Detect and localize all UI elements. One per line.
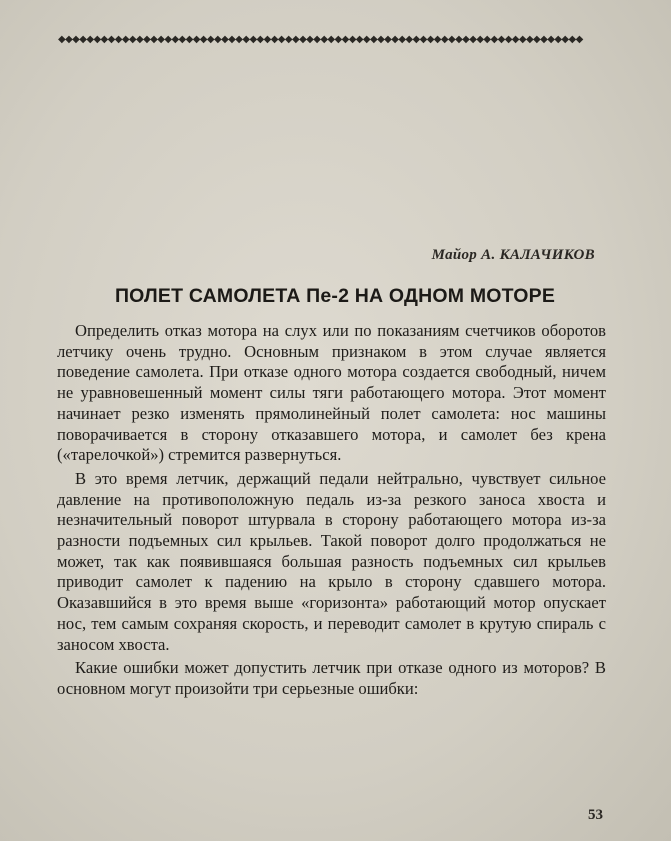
paragraph: Определить отказ мотора на слух или по показаниям счетчиков оборотов летчику очень трудно. Основным признаком в этом случае является поведение самолета. При отказе одного мотора создается свободный, ничем не уравновешенный момент силы тяги работающего мотора. Этот момент начинает резко изменять прямолинейный полет самолета: нос машины поворачивается в сторону отказавшего мотора, и самолет без крена («тарелочкой») стремится развернуться. [57, 321, 606, 465]
author-byline: Майор А. КАЛАЧИКОВ [431, 247, 595, 263]
paragraph: Какие ошибки может допустить летчик при отказе одного из моторов? В основном могут произойти три серьезные ошибки: [57, 658, 606, 698]
page-number: 53 [588, 807, 603, 823]
article-body [57, 321, 606, 700]
paragraph: В это время летчик, держащий педали нейтрально, чувствует сильное давление на противоположную педаль из-за резкого заноса хвоста и незначительный поворот штурвала в сторону работающего мотора из-за разности подъемных сил крыльев. Такой поворот долго продолжаться не может, так как появившаяся большая разность подъемных сил крыльев приводит самолет к падению на крыло в сторону сдавшего мотора. Оказавшийся в это время выше «горизонта» работающий мотор опускает нос, тем самым сохраняя скорость, и переводит самолет в крутую спираль с заносом хвоста. [57, 468, 606, 654]
article-title: ПОЛЕТ САМОЛЕТА Пе-2 НА ОДНОМ МОТОРЕ [114, 285, 556, 307]
ornamental-border: ◆◆◆◆◆◆◆◆◆◆◆◆◆◆◆◆◆◆◆◆◆◆◆◆◆◆◆◆◆◆◆◆◆◆◆◆◆◆◆◆◆◆◆◆◆◆◆◆◆◆◆◆◆◆◆◆◆◆◆◆◆◆◆◆◆◆◆◆◆◆◆◆◆◆ [58, 34, 583, 45]
